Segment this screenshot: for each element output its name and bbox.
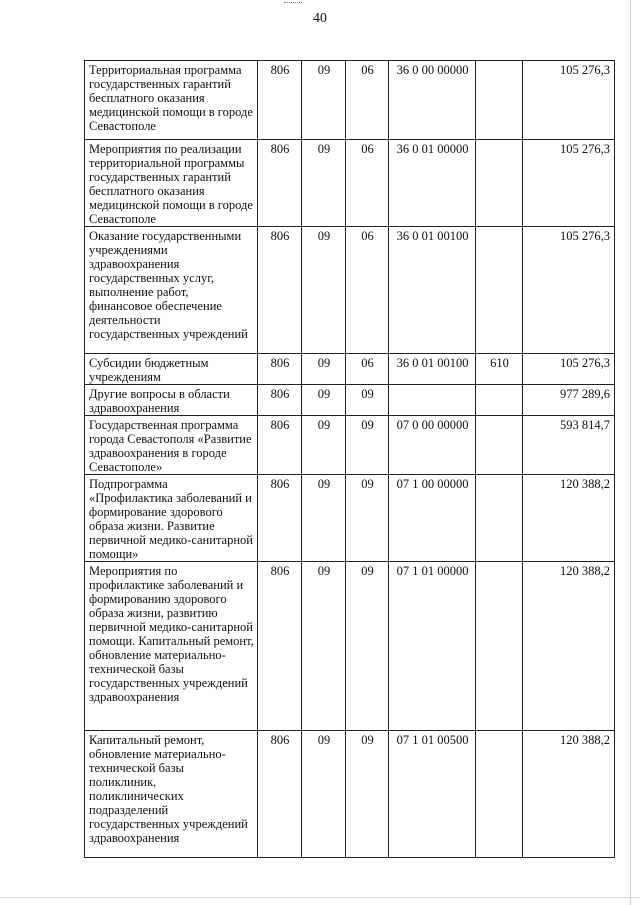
row-name: Подпрограмма «Профилактика заболеваний и формирование здорового образа жизни. Развитие первичной медико-санитарной помощи»: [85, 475, 258, 562]
row-sum: 105 276,3: [523, 227, 615, 354]
row-razdel: 09: [302, 61, 346, 140]
row-name: Территориальная программа государственных гарантий бесплатного оказания медицинской помощи в городе Севастополе: [85, 61, 258, 140]
row-csr: 36 0 01 00100: [389, 227, 476, 354]
table-row: [85, 475, 615, 562]
table-row: [85, 354, 615, 385]
row-csr: [389, 385, 476, 416]
row-razdel: 09: [302, 475, 346, 562]
row-razdel: 09: [302, 416, 346, 475]
row-csr: 36 0 00 00000: [389, 61, 476, 140]
row-name: Субсидии бюджетным учреждениям: [85, 354, 258, 385]
row-vr: [476, 562, 523, 731]
row-name: Капитальный ремонт, обновление материально-технической базы поликлиник, поликлинических подразделений государственных учреждений здравоохранения: [85, 731, 258, 858]
table-row: [85, 562, 615, 731]
row-csr: 07 1 01 00500: [389, 731, 476, 858]
row-sum: 120 388,2: [523, 475, 615, 562]
row-sum: 105 276,3: [523, 61, 615, 140]
row-sum: 593 814,7: [523, 416, 615, 475]
row-code: 806: [258, 731, 302, 858]
table-row: [85, 416, 615, 475]
row-sum: 120 388,2: [523, 562, 615, 731]
row-podrazdel: 06: [346, 227, 389, 354]
row-podrazdel: 09: [346, 416, 389, 475]
row-podrazdel: 09: [346, 731, 389, 858]
page-number: 40: [313, 11, 327, 26]
row-code: 806: [258, 227, 302, 354]
row-vr: [476, 475, 523, 562]
table-row: [85, 385, 615, 416]
row-sum: 977 289,6: [523, 385, 615, 416]
row-csr: 36 0 01 00000: [389, 140, 476, 227]
row-vr: [476, 61, 523, 140]
budget-table: [84, 60, 615, 858]
row-name: Другие вопросы в области здравоохранения: [85, 385, 258, 416]
row-razdel: 09: [302, 354, 346, 385]
row-csr: 07 0 00 00000: [389, 416, 476, 475]
row-podrazdel: 09: [346, 385, 389, 416]
row-sum: 105 276,3: [523, 140, 615, 227]
row-razdel: 09: [302, 140, 346, 227]
row-code: 806: [258, 61, 302, 140]
row-razdel: 09: [302, 385, 346, 416]
row-code: 806: [258, 562, 302, 731]
row-name: Мероприятия по реализации территориальной программы государственных гарантий бесплатного оказания медицинской помощи в городе Севастополе: [85, 140, 258, 227]
row-vr: [476, 227, 523, 354]
row-sum: 120 388,2: [523, 731, 615, 858]
row-vr: [476, 416, 523, 475]
row-razdel: 09: [302, 731, 346, 858]
row-razdel: 09: [302, 562, 346, 731]
scan-edge-line: [630, 0, 631, 905]
row-vr: [476, 731, 523, 858]
row-name: Оказание государственными учреждениями здравоохранения государственных услуг, выполнение работ, финансовое обеспечение деятельности государственных учреждений: [85, 227, 258, 354]
row-podrazdel: 09: [346, 562, 389, 731]
row-vr: 610: [476, 354, 523, 385]
row-podrazdel: 06: [346, 354, 389, 385]
row-podrazdel: 06: [346, 140, 389, 227]
row-code: 806: [258, 416, 302, 475]
row-razdel: 09: [302, 227, 346, 354]
row-podrazdel: 06: [346, 61, 389, 140]
row-podrazdel: 09: [346, 475, 389, 562]
row-csr: 07 1 01 00000: [389, 562, 476, 731]
row-name: Государственная программа города Севастополя «Развитие здравоохранения в городе Севастополе»: [85, 416, 258, 475]
row-code: 806: [258, 385, 302, 416]
scan-bottom-line: [0, 897, 640, 898]
row-csr: 36 0 01 00100: [389, 354, 476, 385]
table-row: [85, 731, 615, 858]
scan-mark: [284, 2, 302, 5]
table-row: [85, 227, 615, 354]
table-row: [85, 140, 615, 227]
row-csr: 07 1 00 00000: [389, 475, 476, 562]
row-code: 806: [258, 140, 302, 227]
row-vr: [476, 385, 523, 416]
table-body: [85, 61, 615, 858]
row-sum: 105 276,3: [523, 354, 615, 385]
row-vr: [476, 140, 523, 227]
row-code: 806: [258, 475, 302, 562]
row-name: Мероприятия по профилактике заболеваний и формированию здорового образа жизни, развитию первичной медико-санитарной помощи. Капитальный ремонт, обновление материально-технической базы государственных учреждений здравоохранения: [85, 562, 258, 731]
row-code: 806: [258, 354, 302, 385]
table-row: [85, 61, 615, 140]
